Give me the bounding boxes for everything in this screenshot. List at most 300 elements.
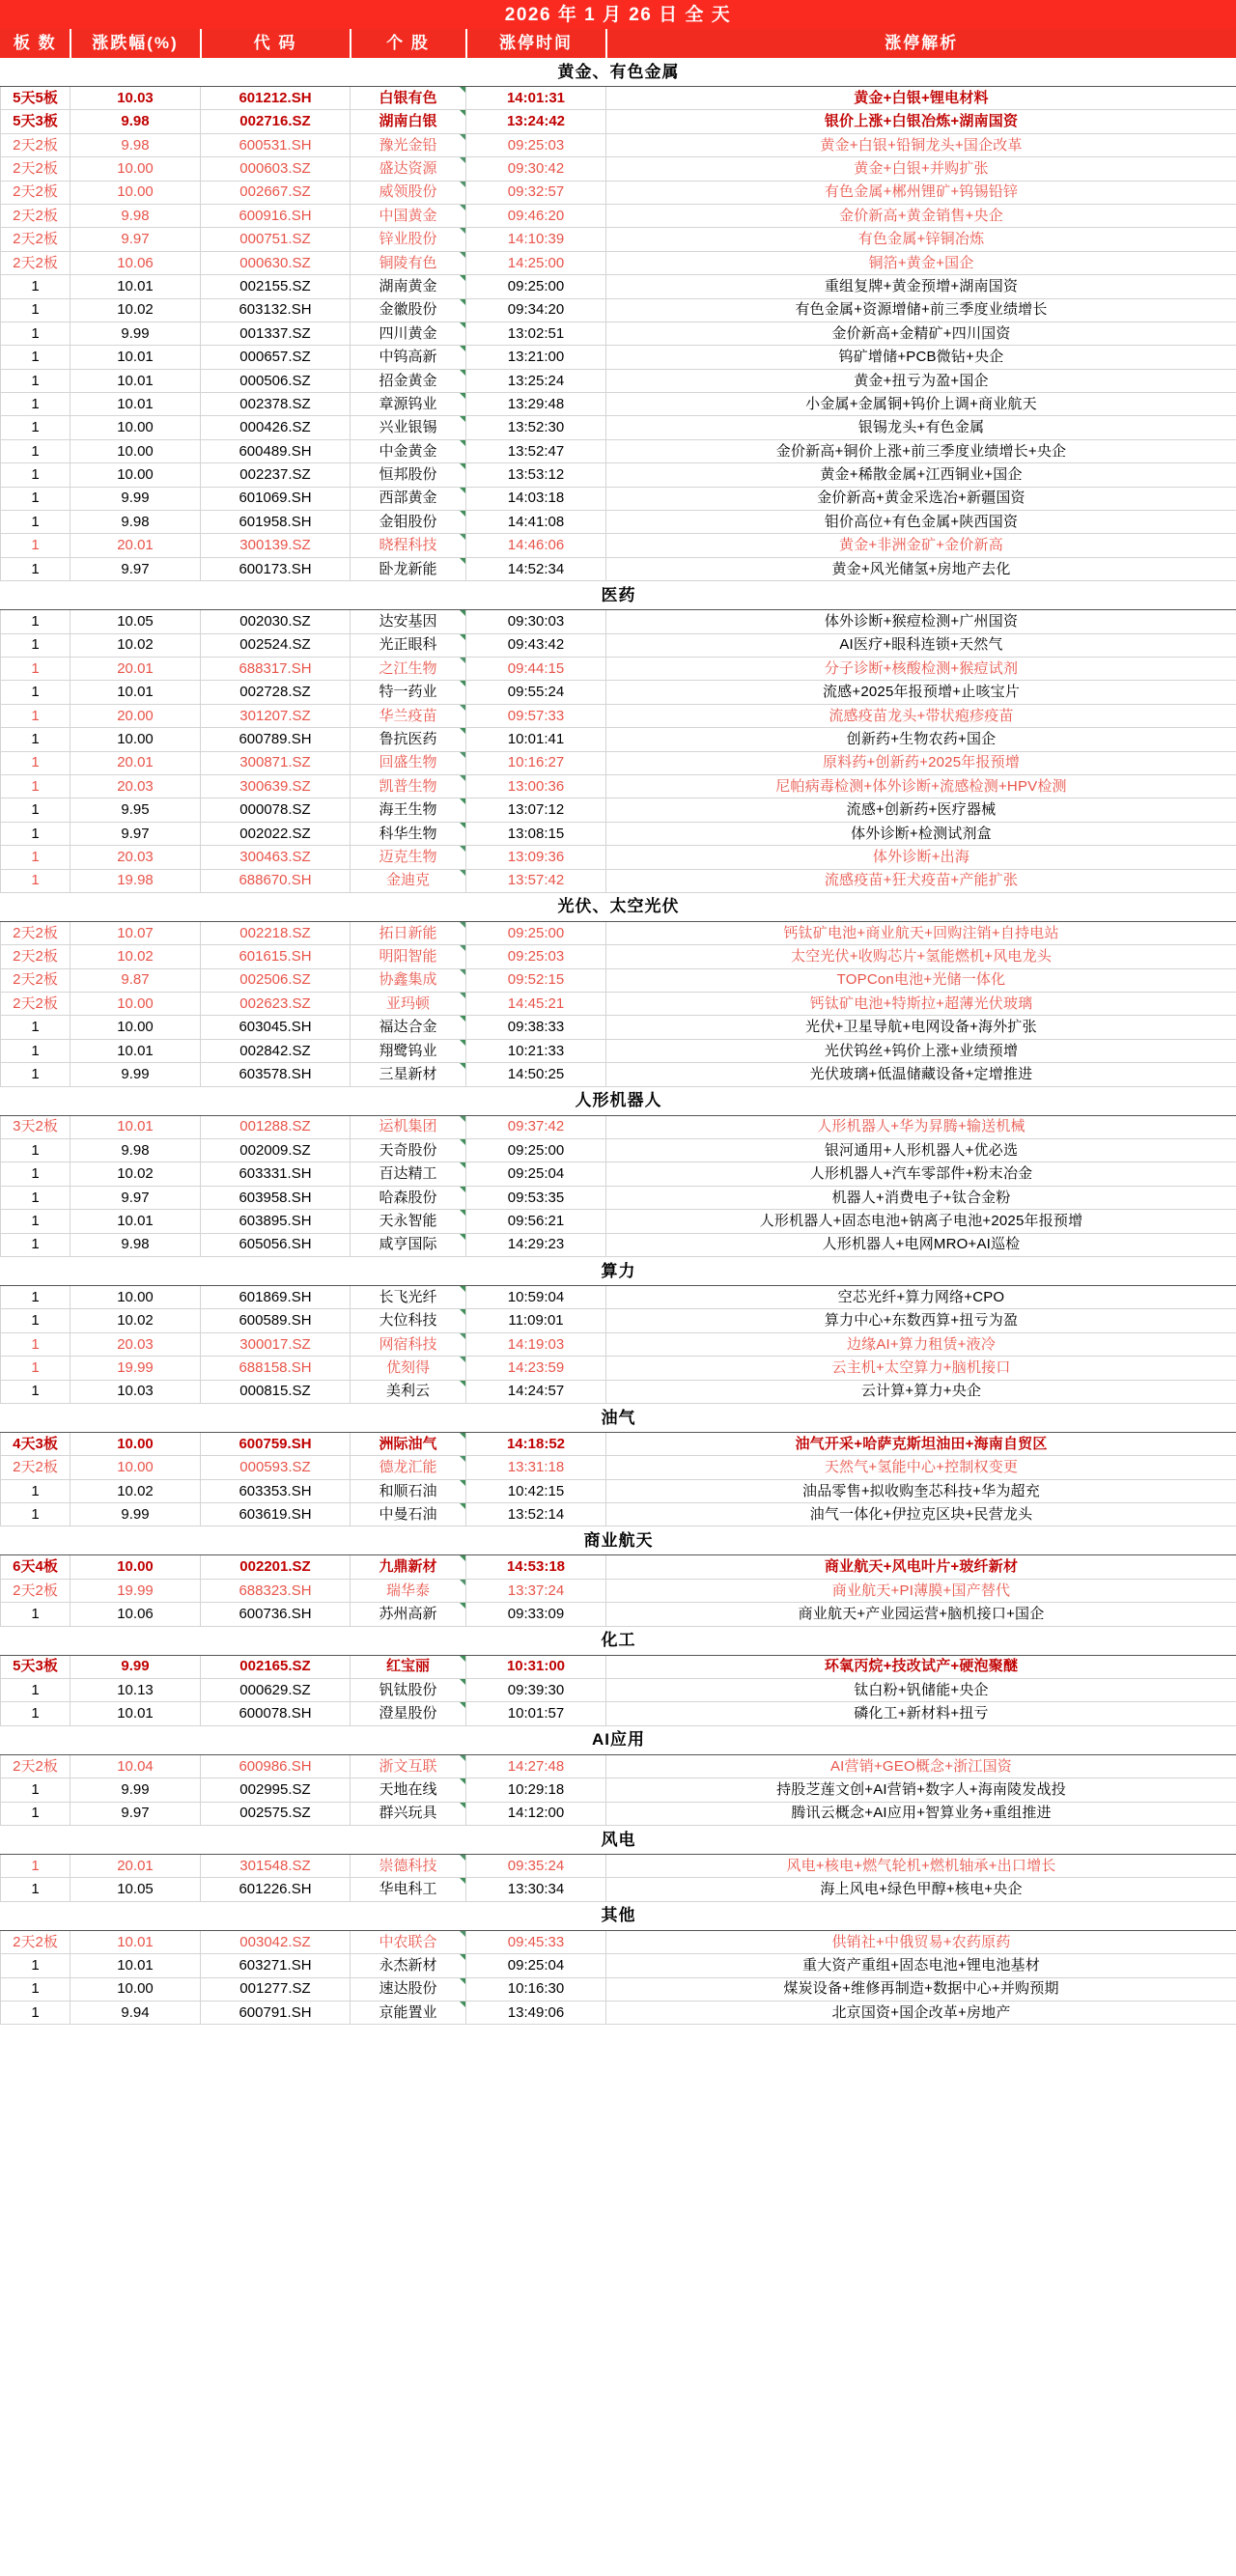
table-row[interactable] <box>1 463 1236 487</box>
table-row[interactable] <box>1 110 1236 133</box>
cell-stock-code: 002575.SZ <box>201 1802 351 1825</box>
table-row[interactable] <box>1 439 1236 462</box>
table-row[interactable] <box>1 1603 1236 1626</box>
cell-board-count: 1 <box>1 1039 70 1062</box>
cell-stock-code: 600789.SH <box>201 728 351 751</box>
cell-limit-up-time: 09:25:04 <box>466 1162 606 1186</box>
cell-stock-name: 九鼎新材 <box>351 1555 466 1579</box>
cell-analysis: 钨矿增储+PCB微钻+央企 <box>606 346 1236 369</box>
cell-limit-up-time: 09:52:15 <box>466 968 606 992</box>
cell-change-pct: 10.02 <box>70 298 201 322</box>
cell-board-count: 5天3板 <box>1 110 70 133</box>
cell-limit-up-time: 14:10:39 <box>466 228 606 251</box>
table-row[interactable] <box>1 993 1236 1016</box>
cell-change-pct: 10.02 <box>70 633 201 657</box>
table-row[interactable] <box>1 1503 1236 1526</box>
table-row[interactable] <box>1 1332 1236 1356</box>
cell-board-count: 2天2板 <box>1 1456 70 1479</box>
cell-board-count: 1 <box>1 751 70 774</box>
cell-comment-marker-icon <box>460 488 465 493</box>
cell-analysis: 空芯光纤+算力网络+CPO <box>606 1285 1236 1308</box>
cell-limit-up-time: 09:32:57 <box>466 181 606 204</box>
cell-board-count: 1 <box>1 439 70 462</box>
cell-limit-up-time: 13:53:12 <box>466 463 606 487</box>
cell-limit-up-time: 13:21:00 <box>466 346 606 369</box>
cell-change-pct: 10.00 <box>70 728 201 751</box>
table-row[interactable] <box>1 704 1236 727</box>
cell-analysis: 金价新高+黄金采选冶+新疆国资 <box>606 487 1236 510</box>
cell-change-pct: 10.01 <box>70 393 201 416</box>
cell-stock-code: 000603.SZ <box>201 157 351 181</box>
cell-board-count: 1 <box>1 298 70 322</box>
cell-board-count: 1 <box>1 1162 70 1186</box>
cell-board-count: 1 <box>1 1603 70 1626</box>
cell-limit-up-time: 09:25:04 <box>466 1954 606 1977</box>
cell-stock-code: 002524.SZ <box>201 633 351 657</box>
cell-comment-marker-icon <box>460 558 465 564</box>
cell-change-pct: 10.06 <box>70 251 201 274</box>
cell-change-pct: 19.98 <box>70 869 201 892</box>
table-row[interactable] <box>1 1479 1236 1502</box>
cell-analysis: 有色金属+资源增储+前三季度业绩增长 <box>606 298 1236 322</box>
cell-stock-code: 002165.SZ <box>201 1655 351 1678</box>
cell-stock-name: 达安基因 <box>351 610 466 633</box>
cell-stock-code: 600531.SH <box>201 133 351 156</box>
table-row[interactable] <box>1 1702 1236 1725</box>
cell-comment-marker-icon <box>460 511 465 517</box>
cell-comment-marker-icon <box>460 1357 465 1362</box>
cell-analysis: 持股芝莲文创+AI营销+数字人+海南陵发战投 <box>606 1778 1236 1802</box>
cell-limit-up-time: 09:44:15 <box>466 657 606 680</box>
cell-comment-marker-icon <box>460 1040 465 1046</box>
table-row[interactable] <box>1 1754 1236 1778</box>
cell-stock-code: 002218.SZ <box>201 921 351 944</box>
cell-limit-up-time: 14:25:00 <box>466 251 606 274</box>
table-row[interactable] <box>1 1039 1236 1062</box>
cell-limit-up-time: 13:07:12 <box>466 798 606 822</box>
cell-analysis: 人形机器人+华为昇腾+输送机械 <box>606 1115 1236 1138</box>
cell-stock-code: 000629.SZ <box>201 1679 351 1702</box>
cell-board-count: 1 <box>1 1357 70 1380</box>
table-row[interactable] <box>1 2001 1236 2024</box>
cell-stock-code: 002842.SZ <box>201 1039 351 1062</box>
cell-analysis: 金价新高+黄金销售+央企 <box>606 204 1236 227</box>
cell-limit-up-time: 09:43:42 <box>466 633 606 657</box>
cell-board-count: 2天2板 <box>1 157 70 181</box>
cell-comment-marker-icon <box>460 1803 465 1808</box>
table-row[interactable] <box>1 298 1236 322</box>
cell-board-count: 1 <box>1 1878 70 1901</box>
cell-limit-up-time: 09:39:30 <box>466 1679 606 1702</box>
cell-stock-name: 鲁抗医药 <box>351 728 466 751</box>
cell-limit-up-time: 13:29:48 <box>466 393 606 416</box>
cell-board-count: 1 <box>1 1855 70 1878</box>
table-row[interactable] <box>1 1456 1236 1479</box>
table-row[interactable] <box>1 275 1236 298</box>
cell-board-count: 1 <box>1 557 70 580</box>
table-row[interactable] <box>1 1210 1236 1233</box>
cell-comment-marker-icon <box>460 1139 465 1145</box>
cell-stock-code: 600759.SH <box>201 1432 351 1455</box>
cell-analysis: 光伏钨丝+钨价上涨+业绩预增 <box>606 1039 1236 1062</box>
cell-limit-up-time: 09:37:42 <box>466 1115 606 1138</box>
table-row[interactable] <box>1 1555 1236 1579</box>
cell-board-count: 2天2板 <box>1 181 70 204</box>
cell-limit-up-time: 14:52:34 <box>466 557 606 580</box>
cell-change-pct: 9.95 <box>70 798 201 822</box>
table-row[interactable] <box>1 1977 1236 2001</box>
table-row[interactable] <box>1 133 1236 156</box>
cell-limit-up-time: 13:02:51 <box>466 322 606 345</box>
cell-comment-marker-icon <box>460 1063 465 1069</box>
cell-board-count: 1 <box>1 1139 70 1162</box>
cell-analysis: 商业航天+产业园运营+脑机接口+国企 <box>606 1603 1236 1626</box>
cell-analysis: 黄金+稀散金属+江西铜业+国企 <box>606 463 1236 487</box>
cell-limit-up-time: 09:25:00 <box>466 1139 606 1162</box>
cell-limit-up-time: 10:59:04 <box>466 1285 606 1308</box>
cell-comment-marker-icon <box>460 1503 465 1509</box>
table-row[interactable] <box>1 751 1236 774</box>
table-row[interactable] <box>1 346 1236 369</box>
cell-limit-up-time: 13:00:36 <box>466 774 606 798</box>
cell-analysis: 有色金属+郴州锂矿+钨锡铅锌 <box>606 181 1236 204</box>
cell-analysis: 油气一体化+伊拉克区块+民营龙头 <box>606 1503 1236 1526</box>
cell-stock-name: 回盛生物 <box>351 751 466 774</box>
cell-stock-code: 605056.SH <box>201 1233 351 1256</box>
table-row[interactable] <box>1 534 1236 557</box>
cell-change-pct: 10.00 <box>70 1285 201 1308</box>
section-header-row <box>1 1526 1236 1555</box>
cell-comment-marker-icon <box>460 134 465 140</box>
cell-limit-up-time: 13:49:06 <box>466 2001 606 2024</box>
cell-change-pct: 10.05 <box>70 610 201 633</box>
cell-stock-name: 优刻得 <box>351 1357 466 1380</box>
section-header-row <box>1 1725 1236 1754</box>
cell-limit-up-time: 13:57:42 <box>466 869 606 892</box>
cell-stock-code: 000078.SZ <box>201 798 351 822</box>
cell-board-count: 3天2板 <box>1 1115 70 1138</box>
table-row[interactable] <box>1 1655 1236 1678</box>
cell-change-pct: 9.98 <box>70 133 201 156</box>
cell-stock-name: 瑞华泰 <box>351 1579 466 1602</box>
cell-board-count: 2天2板 <box>1 1579 70 1602</box>
cell-comment-marker-icon <box>460 87 465 93</box>
cell-stock-name: 之江生物 <box>351 657 466 680</box>
cell-stock-name: 三星新材 <box>351 1063 466 1086</box>
cell-analysis: 磷化工+新材料+扭亏 <box>606 1702 1236 1725</box>
table-row[interactable] <box>1 1186 1236 1209</box>
cell-change-pct: 9.98 <box>70 204 201 227</box>
cell-limit-up-time: 10:01:57 <box>466 1702 606 1725</box>
table-row[interactable] <box>1 1679 1236 1702</box>
section-title: AI应用 <box>1 1725 1236 1754</box>
cell-change-pct: 9.97 <box>70 822 201 845</box>
cell-stock-code: 601869.SH <box>201 1285 351 1308</box>
cell-analysis: 尼帕病毒检测+体外诊断+流感检测+HPV检测 <box>606 774 1236 798</box>
cell-stock-name: 网宿科技 <box>351 1332 466 1356</box>
table-row[interactable] <box>1 681 1236 704</box>
table-row[interactable] <box>1 511 1236 534</box>
cell-board-count: 1 <box>1 798 70 822</box>
table-row[interactable] <box>1 322 1236 345</box>
cell-stock-code: 300639.SZ <box>201 774 351 798</box>
cell-comment-marker-icon <box>460 252 465 258</box>
cell-analysis: 钼价高位+有色金属+陕西国资 <box>606 511 1236 534</box>
table-row[interactable] <box>1 798 1236 822</box>
table-row[interactable] <box>1 728 1236 751</box>
cell-board-count: 1 <box>1 1977 70 2001</box>
table-row[interactable] <box>1 369 1236 392</box>
table-row[interactable] <box>1 633 1236 657</box>
cell-change-pct: 20.03 <box>70 774 201 798</box>
section-title: 医药 <box>1 581 1236 610</box>
cell-change-pct: 9.97 <box>70 228 201 251</box>
cell-analysis: 环氧丙烷+技改试产+硬泡聚醚 <box>606 1655 1236 1678</box>
cell-change-pct: 9.94 <box>70 2001 201 2024</box>
cell-change-pct: 10.01 <box>70 1930 201 1953</box>
table-row[interactable] <box>1 1802 1236 1825</box>
cell-board-count: 1 <box>1 1679 70 1702</box>
table-row[interactable] <box>1 487 1236 510</box>
cell-stock-name: 中国黄金 <box>351 204 466 227</box>
cell-analysis: 油品零售+拟收购奎芯科技+华为超充 <box>606 1479 1236 1502</box>
cell-change-pct: 9.99 <box>70 1503 201 1526</box>
cell-limit-up-time: 14:46:06 <box>466 534 606 557</box>
cell-stock-code: 300139.SZ <box>201 534 351 557</box>
table-row[interactable] <box>1 1115 1236 1138</box>
column-header-5: 涨停解析 <box>606 30 1236 58</box>
cell-stock-code: 688317.SH <box>201 657 351 680</box>
cell-change-pct: 20.01 <box>70 1855 201 1878</box>
cell-comment-marker-icon <box>460 275 465 281</box>
table-row[interactable] <box>1 1063 1236 1086</box>
table-row[interactable] <box>1 1162 1236 1186</box>
cell-analysis: 体外诊断+出海 <box>606 846 1236 869</box>
cell-analysis: 流感疫苗+狂犬疫苗+产能扩张 <box>606 869 1236 892</box>
cell-board-count: 1 <box>1 1702 70 1725</box>
table-row[interactable] <box>1 157 1236 181</box>
table-row[interactable] <box>1 1380 1236 1403</box>
cell-stock-name: 金钼股份 <box>351 511 466 534</box>
cell-stock-name: 速达股份 <box>351 1977 466 2001</box>
cell-board-count: 1 <box>1 1285 70 1308</box>
cell-limit-up-time: 09:33:09 <box>466 1603 606 1626</box>
cell-analysis: 供销社+中俄贸易+农药原药 <box>606 1930 1236 1953</box>
cell-analysis: 煤炭设备+维修再制造+数据中心+并购预期 <box>606 1977 1236 2001</box>
cell-analysis: 云计算+算力+央企 <box>606 1380 1236 1403</box>
section-header-row <box>1 1403 1236 1432</box>
cell-stock-name: 永杰新材 <box>351 1954 466 1977</box>
cell-stock-code: 603619.SH <box>201 1503 351 1526</box>
cell-stock-code: 000657.SZ <box>201 346 351 369</box>
cell-analysis: 海上风电+绿色甲醇+核电+央企 <box>606 1878 1236 1901</box>
cell-board-count: 5天3板 <box>1 1655 70 1678</box>
cell-limit-up-time: 09:38:33 <box>466 1016 606 1039</box>
cell-limit-up-time: 13:08:15 <box>466 822 606 845</box>
cell-board-count: 1 <box>1 1802 70 1825</box>
cell-comment-marker-icon <box>460 1855 465 1861</box>
title-bar <box>0 0 1236 29</box>
cell-board-count: 1 <box>1 681 70 704</box>
cell-change-pct: 10.01 <box>70 1039 201 1062</box>
table-row[interactable] <box>1 1309 1236 1332</box>
table-row[interactable] <box>1 945 1236 968</box>
cell-limit-up-time: 09:45:33 <box>466 1930 606 1953</box>
cell-analysis: 云主机+太空算力+脑机接口 <box>606 1357 1236 1380</box>
cell-stock-name: 四川黄金 <box>351 322 466 345</box>
cell-comment-marker-icon <box>460 1702 465 1708</box>
cell-stock-code: 603045.SH <box>201 1016 351 1039</box>
table-row[interactable] <box>1 1432 1236 1455</box>
table-row[interactable] <box>1 1233 1236 1256</box>
cell-limit-up-time: 14:03:18 <box>466 487 606 510</box>
cell-stock-name: 迈克生物 <box>351 846 466 869</box>
cell-limit-up-time: 10:01:41 <box>466 728 606 751</box>
cell-stock-code: 688670.SH <box>201 869 351 892</box>
table-row[interactable] <box>1 87 1236 110</box>
cell-limit-up-time: 09:25:03 <box>466 945 606 968</box>
table-row[interactable] <box>1 1016 1236 1039</box>
cell-stock-code: 603958.SH <box>201 1186 351 1209</box>
cell-stock-name: 中钨高新 <box>351 346 466 369</box>
cell-stock-name: 湖南黄金 <box>351 275 466 298</box>
cell-change-pct: 9.98 <box>70 110 201 133</box>
cell-limit-up-time: 09:35:24 <box>466 1855 606 1878</box>
cell-stock-name: 金徽股份 <box>351 298 466 322</box>
cell-change-pct: 10.00 <box>70 1977 201 2001</box>
cell-stock-code: 000506.SZ <box>201 369 351 392</box>
cell-change-pct: 19.99 <box>70 1357 201 1380</box>
cell-stock-name: 美利云 <box>351 1380 466 1403</box>
cell-change-pct: 9.99 <box>70 322 201 345</box>
cell-stock-code: 603895.SH <box>201 1210 351 1233</box>
cell-analysis: 黄金+风光储氢+房地产去化 <box>606 557 1236 580</box>
cell-stock-name: 钒钛股份 <box>351 1679 466 1702</box>
table-row[interactable] <box>1 610 1236 633</box>
table-row[interactable] <box>1 557 1236 580</box>
table-row[interactable] <box>1 1579 1236 1602</box>
cell-comment-marker-icon <box>460 705 465 711</box>
cell-change-pct: 20.01 <box>70 751 201 774</box>
cell-stock-name: 浙文互联 <box>351 1754 466 1778</box>
cell-board-count: 1 <box>1 511 70 534</box>
table-row[interactable] <box>1 416 1236 439</box>
cell-analysis: 商业航天+风电叶片+玻纤新材 <box>606 1555 1236 1579</box>
table-row[interactable] <box>1 1139 1236 1162</box>
cell-analysis: 商业航天+PI薄膜+国产替代 <box>606 1579 1236 1602</box>
cell-limit-up-time: 09:56:21 <box>466 1210 606 1233</box>
cell-stock-code: 001337.SZ <box>201 322 351 345</box>
table-row[interactable] <box>1 822 1236 845</box>
table-row[interactable] <box>1 1778 1236 1802</box>
table-row[interactable] <box>1 1855 1236 1878</box>
cell-comment-marker-icon <box>460 1480 465 1486</box>
section-title: 黄金、有色金属 <box>1 58 1236 87</box>
cell-change-pct: 10.00 <box>70 157 201 181</box>
cell-stock-name: 章源钨业 <box>351 393 466 416</box>
cell-stock-code: 002155.SZ <box>201 275 351 298</box>
cell-stock-code: 600791.SH <box>201 2001 351 2024</box>
cell-stock-name: 苏州高新 <box>351 1603 466 1626</box>
cell-stock-code: 603132.SH <box>201 298 351 322</box>
table-row[interactable] <box>1 1930 1236 1953</box>
cell-stock-code: 603578.SH <box>201 1063 351 1086</box>
cell-stock-name: 长飞光纤 <box>351 1285 466 1308</box>
table-row[interactable] <box>1 846 1236 869</box>
cell-stock-name: 特一药业 <box>351 681 466 704</box>
cell-stock-name: 中农联合 <box>351 1930 466 1953</box>
cell-change-pct: 10.06 <box>70 1603 201 1626</box>
table-row[interactable] <box>1 393 1236 416</box>
table-row[interactable] <box>1 1954 1236 1977</box>
table-row[interactable] <box>1 228 1236 251</box>
cell-analysis: 黄金+白银+铅铜龙头+国企改革 <box>606 133 1236 156</box>
cell-stock-name: 凯普生物 <box>351 774 466 798</box>
table-row[interactable] <box>1 1357 1236 1380</box>
cell-comment-marker-icon <box>460 610 465 616</box>
cell-change-pct: 10.04 <box>70 1754 201 1778</box>
cell-board-count: 1 <box>1 416 70 439</box>
table-row[interactable] <box>1 251 1236 274</box>
cell-comment-marker-icon <box>460 370 465 376</box>
cell-analysis: AI营销+GEO概念+浙江国资 <box>606 1754 1236 1778</box>
cell-board-count: 1 <box>1 393 70 416</box>
cell-limit-up-time: 14:27:48 <box>466 1754 606 1778</box>
cell-change-pct: 9.98 <box>70 1139 201 1162</box>
cell-limit-up-time: 13:31:18 <box>466 1456 606 1479</box>
cell-change-pct: 10.00 <box>70 1016 201 1039</box>
cell-stock-name: 锌业股份 <box>351 228 466 251</box>
cell-stock-name: 铜陵有色 <box>351 251 466 274</box>
table-row[interactable] <box>1 657 1236 680</box>
cell-board-count: 1 <box>1 1479 70 1502</box>
section-header-row <box>1 1086 1236 1115</box>
cell-stock-code: 002623.SZ <box>201 993 351 1016</box>
table-row[interactable] <box>1 1878 1236 1901</box>
table-row[interactable] <box>1 181 1236 204</box>
table-row[interactable] <box>1 1285 1236 1308</box>
cell-analysis: 金价新高+铜价上涨+前三季度业绩增长+央企 <box>606 439 1236 462</box>
cell-stock-name: 福达合金 <box>351 1016 466 1039</box>
table-row[interactable] <box>1 774 1236 798</box>
cell-board-count: 1 <box>1 1778 70 1802</box>
cell-comment-marker-icon <box>460 728 465 734</box>
cell-comment-marker-icon <box>460 1187 465 1192</box>
cell-change-pct: 10.01 <box>70 346 201 369</box>
cell-stock-name: 红宝丽 <box>351 1655 466 1678</box>
cell-stock-name: 天奇股份 <box>351 1139 466 1162</box>
table-row[interactable] <box>1 204 1236 227</box>
cell-stock-code: 002201.SZ <box>201 1555 351 1579</box>
cell-stock-code: 601069.SH <box>201 487 351 510</box>
column-header-2: 代 码 <box>201 30 351 58</box>
table-row[interactable] <box>1 869 1236 892</box>
cell-analysis: 人形机器人+电网MRO+AI巡检 <box>606 1233 1236 1256</box>
cell-limit-up-time: 13:30:34 <box>466 1878 606 1901</box>
cell-board-count: 1 <box>1 633 70 657</box>
cell-stock-code: 002667.SZ <box>201 181 351 204</box>
table-row[interactable] <box>1 921 1236 944</box>
cell-comment-marker-icon <box>460 1679 465 1685</box>
cell-stock-code: 300463.SZ <box>201 846 351 869</box>
section-title: 光伏、太空光伏 <box>1 892 1236 921</box>
cell-change-pct: 10.01 <box>70 275 201 298</box>
section-title: 风电 <box>1 1826 1236 1855</box>
page-title: 2026 年 1 月 26 日 全 天 <box>504 4 732 25</box>
table-row[interactable] <box>1 968 1236 992</box>
section-title: 其他 <box>1 1901 1236 1930</box>
cell-stock-name: 澄星股份 <box>351 1702 466 1725</box>
